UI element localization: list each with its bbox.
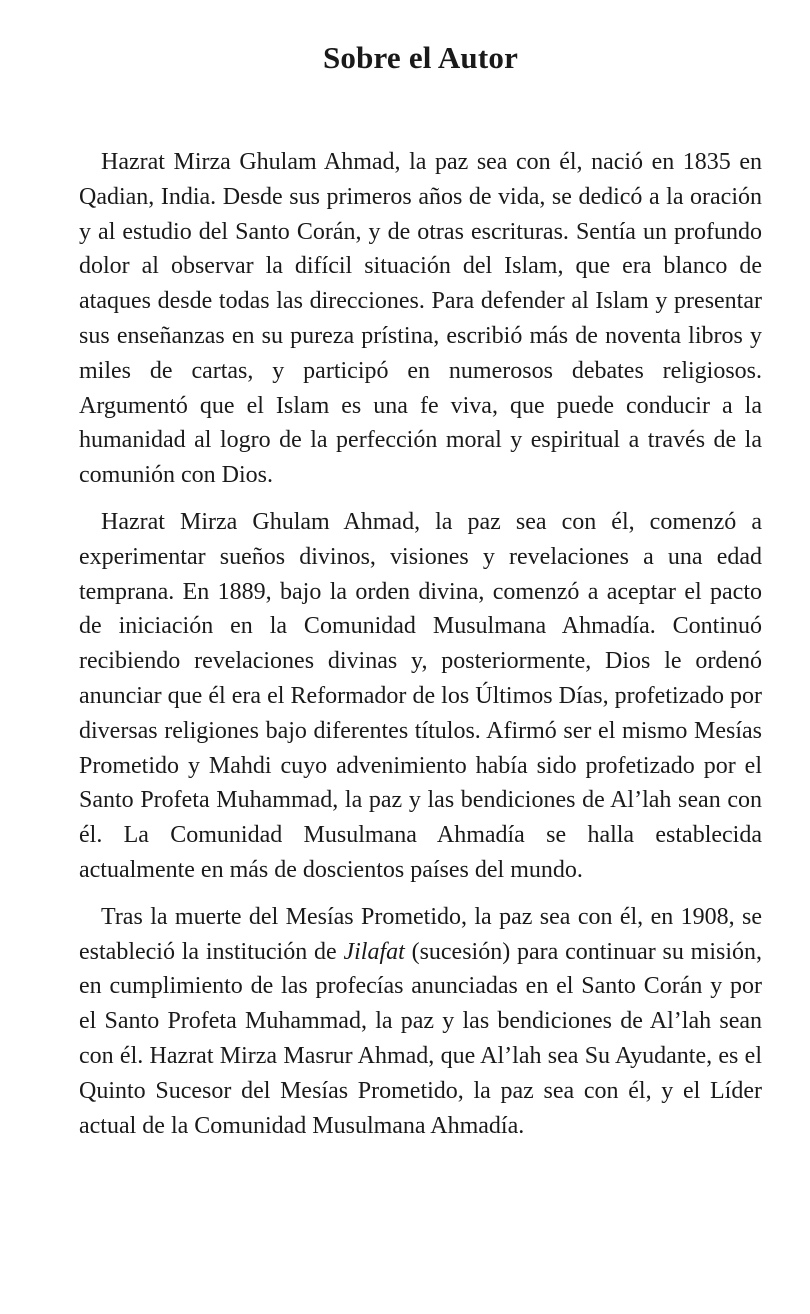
paragraph-2: Hazrat Mirza Ghulam Ahmad, la paz sea con él, comenzó a experimentar sueños divinos, visiones y revelaciones a una edad temprana. En 1889, bajo la orden divina, comenzó a aceptar el pacto de iniciación en la Comunidad Musulmana Ahmadía. Continuó recibiendo revelaciones divinas y, posteriormente, Dios le ordenó anunciar que él era el Reformador de los Últimos Días, profetizado por diversas religiones bajo diferentes títulos. Afirmó ser el mismo Mesías Prometido y Mahdi cuyo advenimiento había sido profetizado por el Santo Profeta Muhammad, la paz y las bendiciones de Al’lah sean con él. La Comunidad Musulmana Ahmadía se halla establecida actualmente en más de doscientos países del mundo. [79,508,762,883]
paragraph-1: Hazrat Mirza Ghulam Ahmad, la paz sea con él, nació en 1835 en Qadian, India. Desde sus primeros años de vida, se dedicó a la oración y al estudio del Santo Corán, y de otras escrituras. Sentía un profundo dolor al observar la difícil situación del Islam, que era blanco de ataques desde todas las direcciones. Para defender al Islam y presentar sus enseñanzas en su pureza prístina, escribió más de noventa libros y miles de cartas, y participó en numerosos debates religiosos. Argumentó que el Islam es una fe viva, que puede conducir a la humanidad al logro de la perfección moral y espiritual a través de la comunión con Dios. [79,149,762,489]
page-title: Sobre el Autor [322,40,519,75]
jilafat-term: Jilafat [343,938,405,965]
paragraph-3 [79,900,762,1144]
paragraph-3-after: (sucesión) para continuar su misión, en cumplimiento de las profecías anunciadas en el Santo Corán y por el Santo Profeta Muhammad, la paz y las bendiciones de Al’lah sean con él. Hazrat Mirza Masrur Ahmad, que Al’lah sea Su Ayudante, es el Quinto Sucesor del Mesías Prometido, la paz sea con él, y el Líder actual de la Comunidad Musulmana Ahmadía. [79,938,763,1139]
book-page [79,30,762,1143]
paragraph-3-before: Tras la muerte del Mesías Prometido, la paz sea con él, en 1908, se estableció la institución de [79,903,762,965]
